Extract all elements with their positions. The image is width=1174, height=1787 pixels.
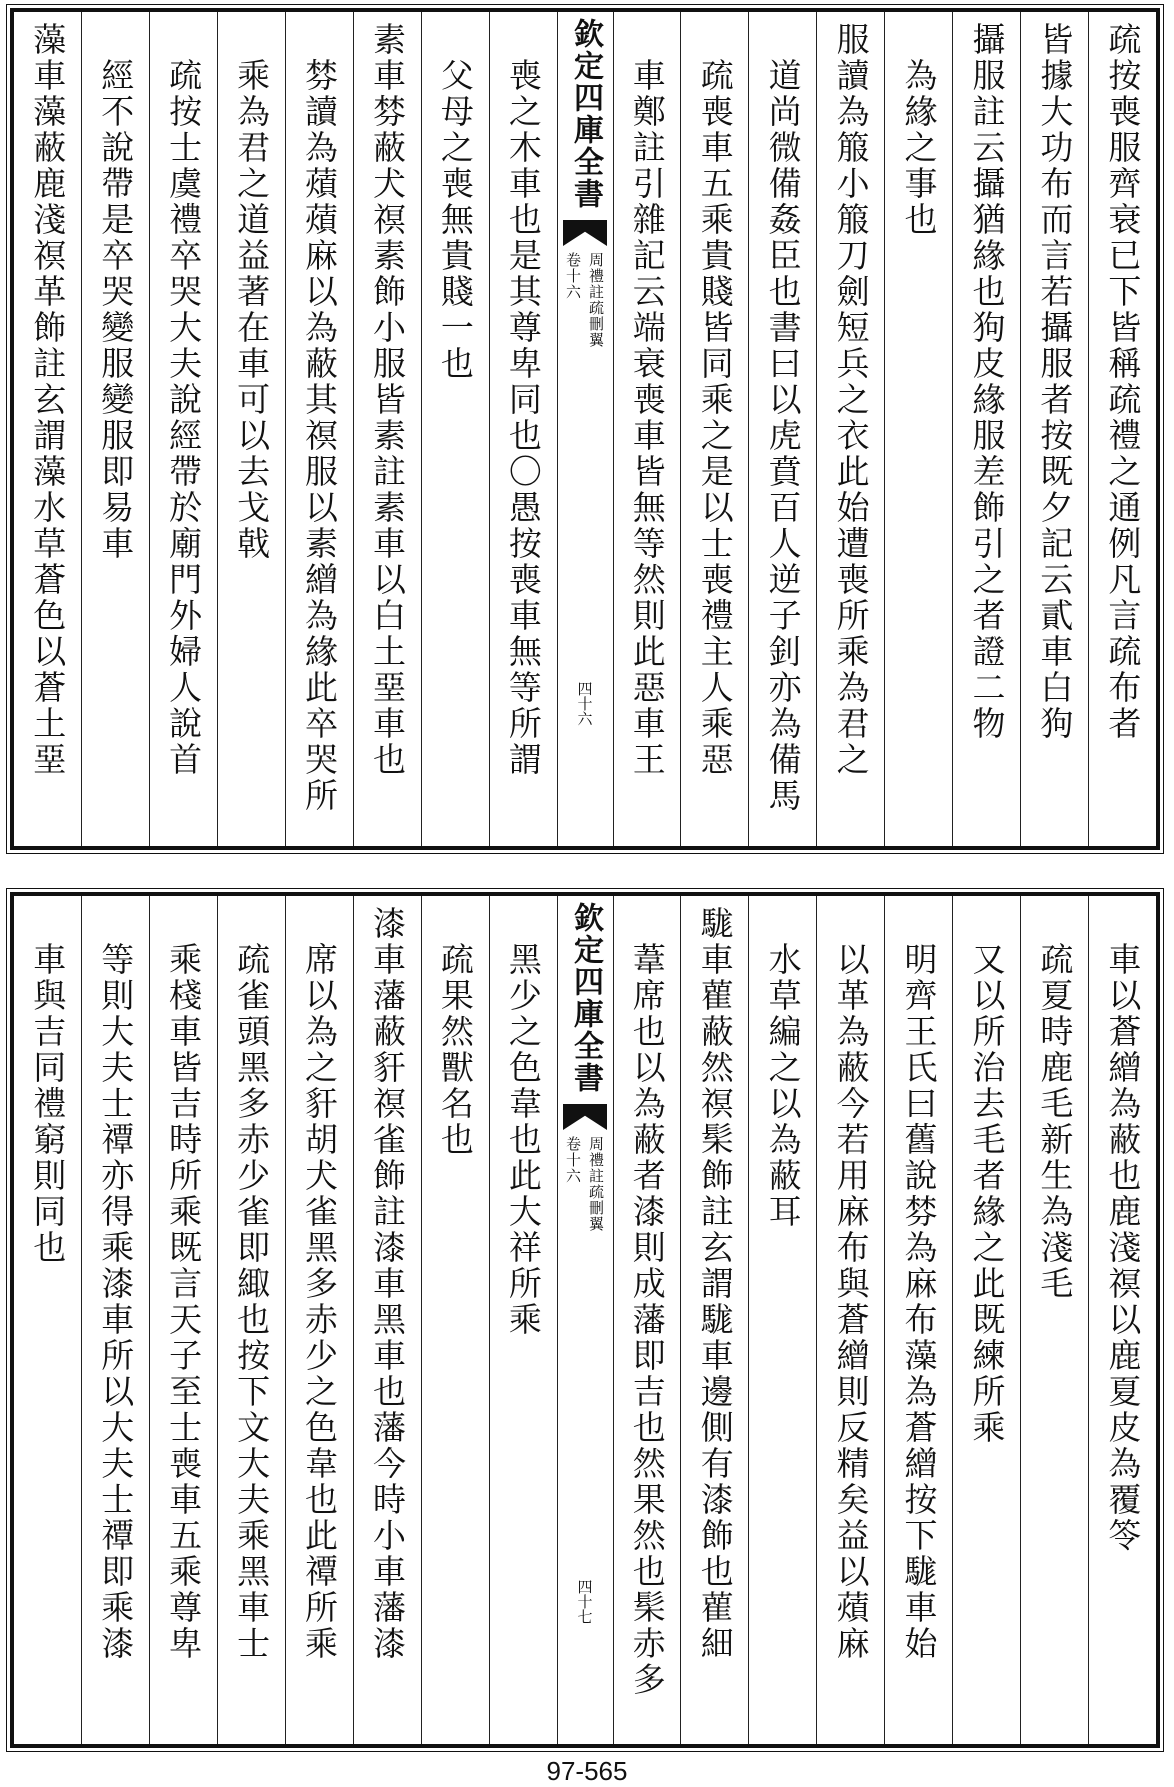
column-text: 漆車藩蔽豻䄙雀飾註漆車黑車也藩今時小車藩漆 [367,906,407,1662]
column-text: 葦席也以為蔽者漆則成藩即吉也然果然也髤赤多 [627,942,667,1698]
column-text: 以革為蔽今若用麻布與蒼繒則反精矣益以薠麻 [831,942,871,1662]
chapter-info [563,252,607,348]
column-text: 等則大夫士禫亦得乘漆車所以大夫士禫即乘漆 [96,942,136,1662]
text-column [489,12,557,846]
bottom-page-panel [10,892,1160,1748]
text-column [748,896,816,1744]
page-center-strip [557,12,613,846]
column-text: 皆據大功布而言若攝服者按既夕記云貳車白狗 [1035,22,1075,742]
text-column [217,896,285,1744]
column-text: 車與吉同禮窮則同也 [28,942,68,1266]
column-text: 喪之木車也是其尊卑同也〇愚按喪車無等所謂 [503,58,543,778]
text-column [421,12,489,846]
volume-label: 卷十六 [564,252,582,300]
text-column [613,896,681,1744]
book-title: 欽定四庫全書 [568,902,603,1094]
text-column [1088,896,1156,1744]
work-title: 周禮註疏刪翼 [587,1136,605,1232]
column-text: 經不說帶是卒哭變服變服即易車 [96,58,136,562]
column-text: 疏雀頭黑多赤少雀即緅也按下文大夫乘黑車士 [232,942,272,1662]
text-column [748,12,816,846]
text-column [421,896,489,1744]
text-column [217,12,285,846]
text-column [149,896,217,1744]
column-text: 疏夏時鹿毛新生為淺毛 [1035,942,1075,1302]
text-column [680,12,748,846]
column-text: 素車棼蔽犬䄙素飾小服皆素註素車以白土堊車也 [367,22,407,778]
column-text: 為緣之事也 [899,58,939,238]
text-column [952,896,1020,1744]
text-column [353,896,421,1744]
chapter-info [563,1136,607,1232]
column-text: 道尚微備姦臣也書曰以虎賁百人逆子釗亦為備馬 [763,58,803,814]
text-column [285,896,353,1744]
column-text: 棼讀為薠薠麻以為蔽其䄙服以素繒為緣此卒哭所 [300,58,340,814]
column-text: 駹車雚蔽然䄙髤飾註玄謂駹車邊側有漆飾也雚細 [695,906,735,1662]
text-column [285,12,353,846]
fishtail-mark-icon [563,1104,607,1130]
text-column [884,896,952,1744]
text-column [680,896,748,1744]
column-text: 服讀為箙小箙刀劍短兵之衣此始遭喪所乘為君之 [831,22,871,778]
column-text: 藻車藻蔽鹿淺䄙革飾註玄謂藻水草蒼色以蒼土堊 [28,22,68,778]
text-column [1020,896,1088,1744]
column-text: 疏果然獸名也 [435,942,475,1158]
column-text: 席以為之豻胡犬雀黑多赤少之色韋也此禫所乘 [300,942,340,1662]
text-column [81,896,149,1744]
column-text: 疏按喪服齊衰已下皆稱疏禮之通例凡言疏布者 [1103,22,1143,742]
fishtail-mark-icon [563,220,607,246]
text-column [952,12,1020,846]
book-title: 欽定四庫全書 [568,18,603,210]
column-text: 車鄭註引雜記云端衰喪車皆無等然則此惡車王 [627,58,667,778]
folio-number: 四十七 [575,1579,594,1624]
column-text: 乘為君之道益著在車可以去戈戟 [232,58,272,562]
text-column [149,12,217,846]
top-page-panel [10,8,1160,850]
column-text: 又以所治去毛者緣之此既練所乘 [967,942,1007,1446]
text-column [14,12,81,846]
text-column [816,12,884,846]
column-text: 乘棧車皆吉時所乘既言天子至士喪車五乘尊卑 [164,942,204,1662]
folio-number: 四十六 [575,681,594,726]
column-text: 父母之喪無貴賤一也 [435,58,475,382]
text-column [14,896,81,1744]
text-column [353,12,421,846]
page-footer-number: 97-565 [546,1756,628,1786]
work-title: 周禮註疏刪翼 [587,252,605,348]
text-column [884,12,952,846]
column-text: 黑少之色韋也此大祥所乘 [503,942,543,1338]
column-text: 疏喪車五乘貴賤皆同乘之是以士喪禮主人乘惡 [695,58,735,778]
volume-label: 卷十六 [564,1136,582,1184]
column-text: 疏按士虞禮卒哭大夫說經帶於廟門外婦人說首 [164,58,204,778]
column-text: 攝服註云攝猶緣也狗皮緣服差飾引之者證二物 [967,22,1007,742]
text-column [489,896,557,1744]
column-text: 明齊王氏曰舊說棼為麻布藻為蒼繒按下駹車始 [899,942,939,1662]
column-text: 水草編之以為蔽耳 [763,942,803,1230]
text-column [816,896,884,1744]
text-column [81,12,149,846]
column-text: 車以蒼繒為蔽也鹿淺䄙以鹿夏皮為覆笭 [1103,942,1143,1554]
page-center-strip [557,896,613,1744]
text-column [613,12,681,846]
text-column [1088,12,1156,846]
text-column [1020,12,1088,846]
